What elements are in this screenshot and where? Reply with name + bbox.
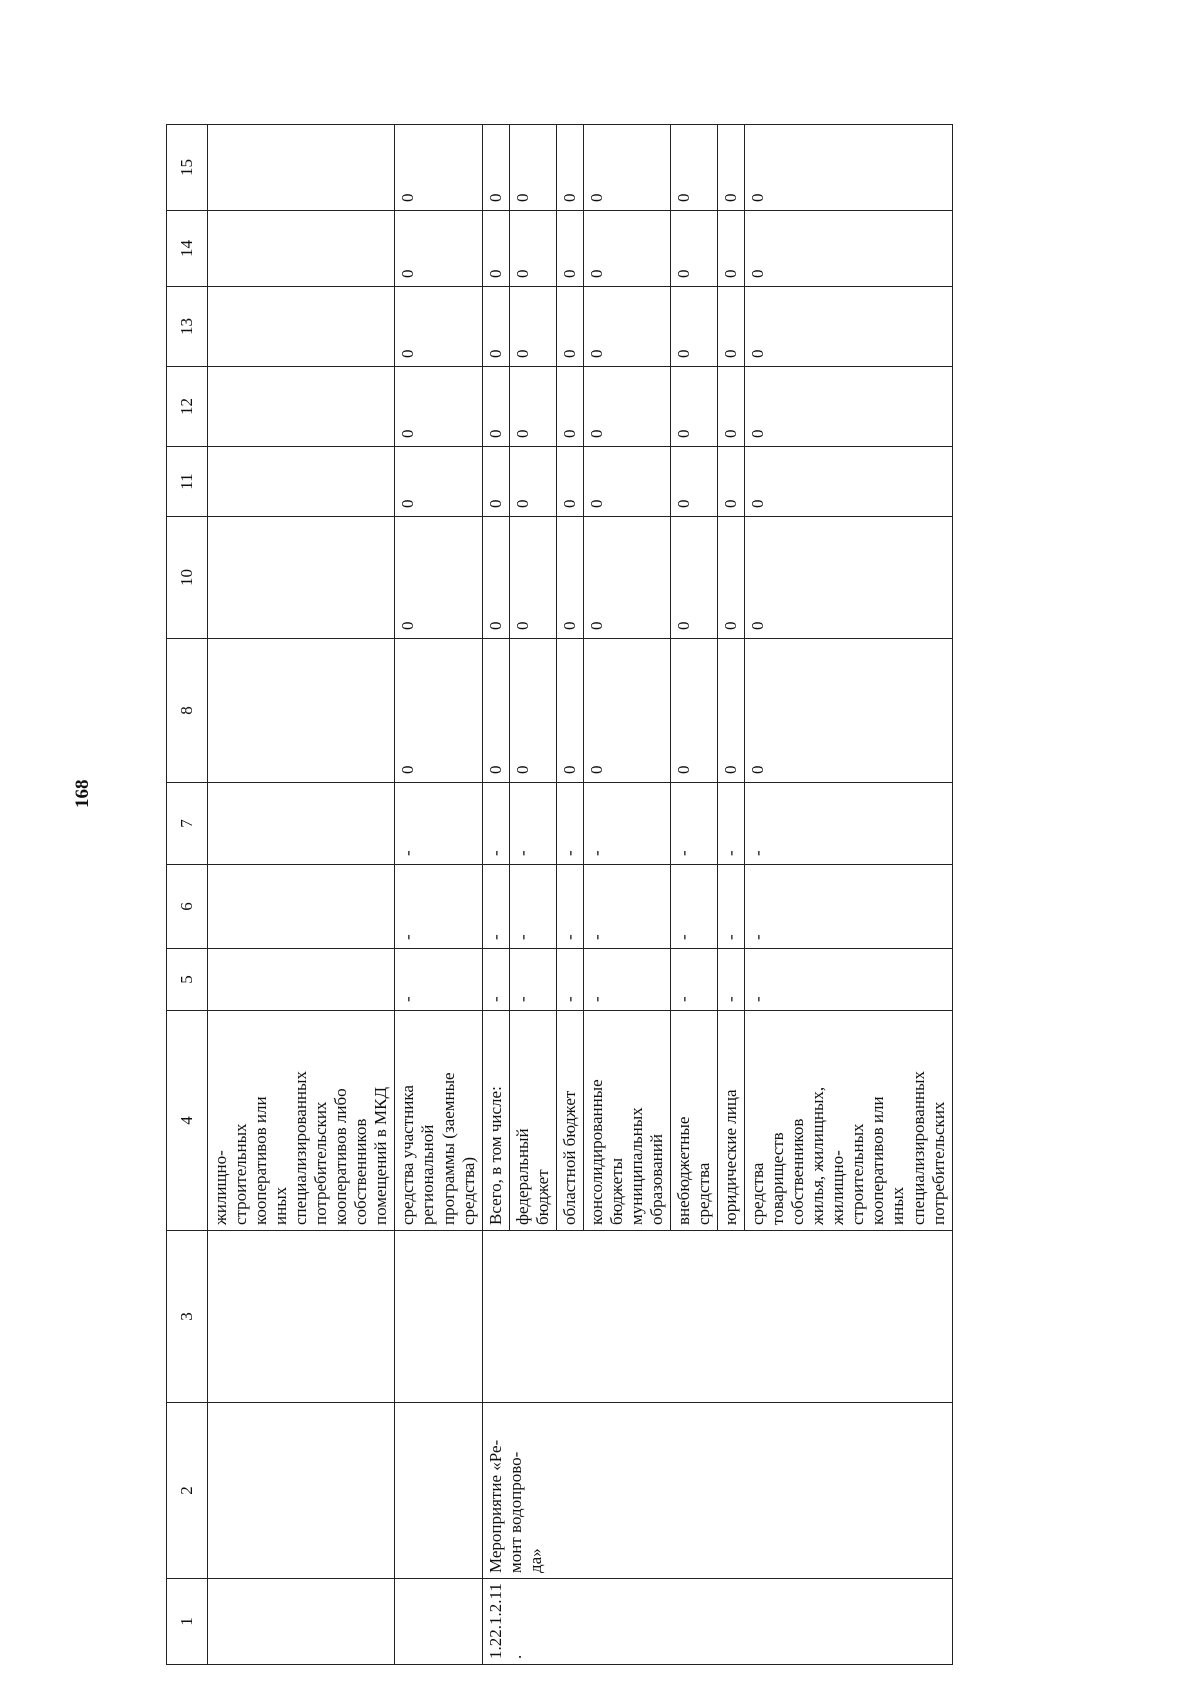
table-cell-c5: -: [670, 949, 717, 1011]
table-cell-c4: Всего, в том числе:: [482, 1011, 509, 1231]
table-cell-c14: 0: [395, 211, 482, 287]
table-cell-c5: -: [395, 949, 482, 1011]
budget-table: [166, 124, 953, 1665]
table-cell-c15: 0: [509, 125, 556, 211]
table-row: [208, 125, 395, 1665]
table-cell-c14: 0: [556, 211, 583, 287]
table-cell-c15: [208, 125, 395, 211]
table-cell-c2: Мероприятие «Ре- монт водопрово- да»: [482, 1403, 952, 1579]
table-cell-c8: 0: [395, 639, 482, 783]
table-cell-c15: 0: [583, 125, 670, 211]
table-cell-c6: -: [583, 865, 670, 949]
table-cell-c13: 0: [670, 287, 717, 367]
table-cell-c8: [208, 639, 395, 783]
table-cell-c7: -: [670, 783, 717, 865]
table-cell-c14: 0: [718, 211, 745, 287]
table-cell-c4: федеральный бюджет: [509, 1011, 556, 1231]
header-cell: 12: [167, 367, 208, 447]
table-cell-c2: [395, 1403, 482, 1579]
table-cell-c4: жилищно- строительных кооперативов или иных специализированных потребительских кооперативов либо собственников помещений в МКД: [208, 1011, 395, 1231]
table-cell-c6: -: [395, 865, 482, 949]
table-cell-c4: средства участника региональной программы (заемные средства): [395, 1011, 482, 1231]
table-cell-c12: [208, 367, 395, 447]
table-cell-c14: [208, 211, 395, 287]
table-cell-c8: 0: [509, 639, 556, 783]
table-cell-c14: 0: [509, 211, 556, 287]
table-cell-c7: -: [556, 783, 583, 865]
table-cell-c12: 0: [395, 367, 482, 447]
table-cell-c11: 0: [482, 447, 509, 517]
table-cell-c7: -: [395, 783, 482, 865]
table-cell-c10: 0: [583, 517, 670, 639]
table-cell-c5: -: [583, 949, 670, 1011]
table-cell-c12: 0: [556, 367, 583, 447]
budget-table-container: [166, 125, 1146, 1665]
table-cell-c12: 0: [745, 367, 952, 447]
table-cell-c7: -: [482, 783, 509, 865]
table-cell-c15: 0: [745, 125, 952, 211]
table-cell-c14: 0: [670, 211, 717, 287]
table-cell-c6: -: [718, 865, 745, 949]
table-cell-c6: -: [670, 865, 717, 949]
header-cell: 4: [167, 1011, 208, 1231]
table-cell-c15: 0: [670, 125, 717, 211]
table-cell-c6: [208, 865, 395, 949]
table-cell-c7: -: [583, 783, 670, 865]
table-cell-c14: 0: [583, 211, 670, 287]
table-cell-c15: 0: [395, 125, 482, 211]
table-cell-c13: 0: [509, 287, 556, 367]
table-cell-c6: -: [509, 865, 556, 949]
table-cell-c6: -: [556, 865, 583, 949]
table-cell-c5: -: [745, 949, 952, 1011]
table-cell-c15: 0: [718, 125, 745, 211]
table-cell-c13: 0: [745, 287, 952, 367]
table-cell-c11: 0: [395, 447, 482, 517]
table-cell-c13: 0: [482, 287, 509, 367]
table-row: [395, 125, 482, 1665]
table-cell-c1: [208, 1579, 395, 1665]
table-cell-c14: 0: [482, 211, 509, 287]
header-row: [167, 125, 208, 1665]
table-cell-c11: 0: [745, 447, 952, 517]
table-cell-c5: -: [718, 949, 745, 1011]
header-cell: 6: [167, 865, 208, 949]
table-cell-c8: 0: [670, 639, 717, 783]
table-body: [208, 125, 953, 1665]
table-cell-c8: 0: [556, 639, 583, 783]
table-cell-c10: [208, 517, 395, 639]
header-cell: 3: [167, 1231, 208, 1403]
table-row: [482, 125, 509, 1665]
table-cell-c1: 1.22.1.2.11 .: [482, 1579, 952, 1665]
table-cell-c12: 0: [482, 367, 509, 447]
table-cell-c3: [208, 1231, 395, 1403]
table-cell-c8: 0: [718, 639, 745, 783]
table-cell-c10: 0: [670, 517, 717, 639]
table-cell-c3: [395, 1231, 482, 1403]
table-cell-c14: 0: [745, 211, 952, 287]
table-cell-c7: -: [745, 783, 952, 865]
page-number: 168: [72, 779, 93, 808]
table-cell-c15: 0: [556, 125, 583, 211]
table-cell-c12: 0: [670, 367, 717, 447]
table-cell-c5: -: [482, 949, 509, 1011]
table-cell-c12: 0: [718, 367, 745, 447]
table-cell-c15: 0: [482, 125, 509, 211]
table-cell-c12: 0: [509, 367, 556, 447]
table-cell-c12: 0: [583, 367, 670, 447]
table-cell-c7: [208, 783, 395, 865]
table-cell-c13: 0: [718, 287, 745, 367]
table-cell-c10: 0: [509, 517, 556, 639]
table-cell-c11: [208, 447, 395, 517]
table-cell-c7: -: [509, 783, 556, 865]
header-cell: 7: [167, 783, 208, 865]
table-cell-c8: 0: [745, 639, 952, 783]
header-cell: 11: [167, 447, 208, 517]
table-cell-c5: -: [509, 949, 556, 1011]
table-cell-c4: областной бюджет: [556, 1011, 583, 1231]
table-cell-c6: -: [482, 865, 509, 949]
table-cell-c4: средства товариществ собственников жилья, жилищных, жилищно- строительных кооперативов или иных специализированных потребительских: [745, 1011, 952, 1231]
table-cell-c4: консолидированные бюджеты муниципальных образований: [583, 1011, 670, 1231]
table-cell-c8: 0: [482, 639, 509, 783]
table-cell-c13: 0: [556, 287, 583, 367]
table-cell-c11: 0: [583, 447, 670, 517]
table-cell-c5: [208, 949, 395, 1011]
table-cell-c13: 0: [395, 287, 482, 367]
header-cell: 5: [167, 949, 208, 1011]
table-cell-c10: 0: [745, 517, 952, 639]
table-cell-c7: -: [718, 783, 745, 865]
table-cell-c10: 0: [718, 517, 745, 639]
table-cell-c11: 0: [509, 447, 556, 517]
table-cell-c10: 0: [395, 517, 482, 639]
table-cell-c5: -: [556, 949, 583, 1011]
table-cell-c10: 0: [482, 517, 509, 639]
table-cell-c11: 0: [718, 447, 745, 517]
table-cell-c1: [395, 1579, 482, 1665]
table-cell-c8: 0: [583, 639, 670, 783]
header-cell: 13: [167, 287, 208, 367]
header-cell: 8: [167, 639, 208, 783]
header-cell: 15: [167, 125, 208, 211]
table-cell-c2: [208, 1403, 395, 1579]
table-cell-c4: внебюджетные средства: [670, 1011, 717, 1231]
table-cell-c4: юридические лица: [718, 1011, 745, 1231]
header-cell: 2: [167, 1403, 208, 1579]
table-cell-c11: 0: [556, 447, 583, 517]
table-cell-c13: 0: [583, 287, 670, 367]
table-cell-c10: 0: [556, 517, 583, 639]
table-cell-c6: -: [745, 865, 952, 949]
header-cell: 10: [167, 517, 208, 639]
table-cell-c13: [208, 287, 395, 367]
table-cell-c11: 0: [670, 447, 717, 517]
header-cell: 1: [167, 1579, 208, 1665]
header-cell: 14: [167, 211, 208, 287]
table-cell-c3: [482, 1231, 952, 1403]
